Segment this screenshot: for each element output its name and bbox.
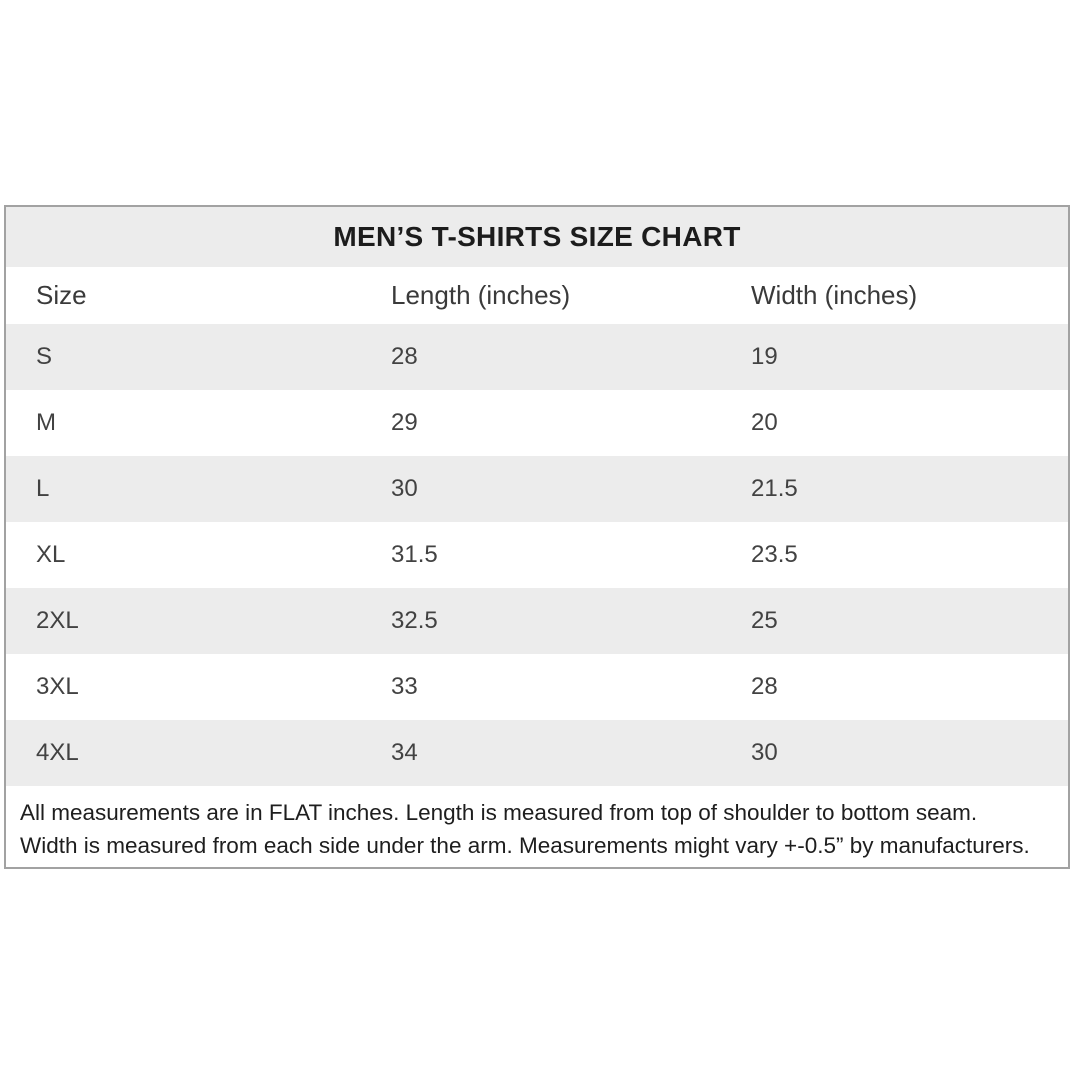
cell-length: 32.5 xyxy=(391,607,438,634)
measurement-footnote xyxy=(6,786,1068,862)
cell-length: 28 xyxy=(391,343,418,370)
table-title: MEN’S T-SHIRTS SIZE CHART xyxy=(333,221,741,252)
table-row-l xyxy=(6,456,1068,522)
cell-width: 21.5 xyxy=(751,475,798,502)
cell-size: M xyxy=(36,409,56,436)
footnote-line-2: Width is measured from each side under the arm. Measurements might vary +-0.5” by manufacturers. xyxy=(20,833,1030,858)
cell-size: XL xyxy=(36,541,66,568)
cell-width: 25 xyxy=(751,607,778,634)
table-row-s xyxy=(6,324,1068,390)
cell-size: S xyxy=(36,343,53,370)
column-header-width: Width (inches) xyxy=(751,280,918,310)
footnote-line-1: All measurements are in FLAT inches. Length is measured from top of shoulder to bottom seam. xyxy=(20,800,978,825)
size-chart-table xyxy=(4,205,1070,869)
column-header-length: Length (inches) xyxy=(391,280,571,310)
cell-length: 29 xyxy=(391,409,418,436)
cell-width: 23.5 xyxy=(751,541,798,568)
cell-width: 20 xyxy=(751,409,778,436)
cell-width: 30 xyxy=(751,739,778,766)
cell-size: 3XL xyxy=(36,673,79,700)
cell-width: 28 xyxy=(751,673,778,700)
cell-size: L xyxy=(36,475,50,502)
cell-width: 19 xyxy=(751,343,778,370)
cell-length: 34 xyxy=(391,739,418,766)
table-row-2xl xyxy=(6,588,1068,654)
table-title-row xyxy=(6,207,1068,267)
column-header-size: Size xyxy=(36,280,87,310)
cell-length: 31.5 xyxy=(391,541,438,568)
table-row-3xl xyxy=(6,654,1068,720)
table-row-m xyxy=(6,390,1068,456)
cell-length: 33 xyxy=(391,673,418,700)
table-row-4xl xyxy=(6,720,1068,786)
cell-length: 30 xyxy=(391,475,418,502)
table-header-row xyxy=(6,267,1068,324)
table-row-xl xyxy=(6,522,1068,588)
cell-size: 2XL xyxy=(36,607,79,634)
cell-size: 4XL xyxy=(36,739,79,766)
